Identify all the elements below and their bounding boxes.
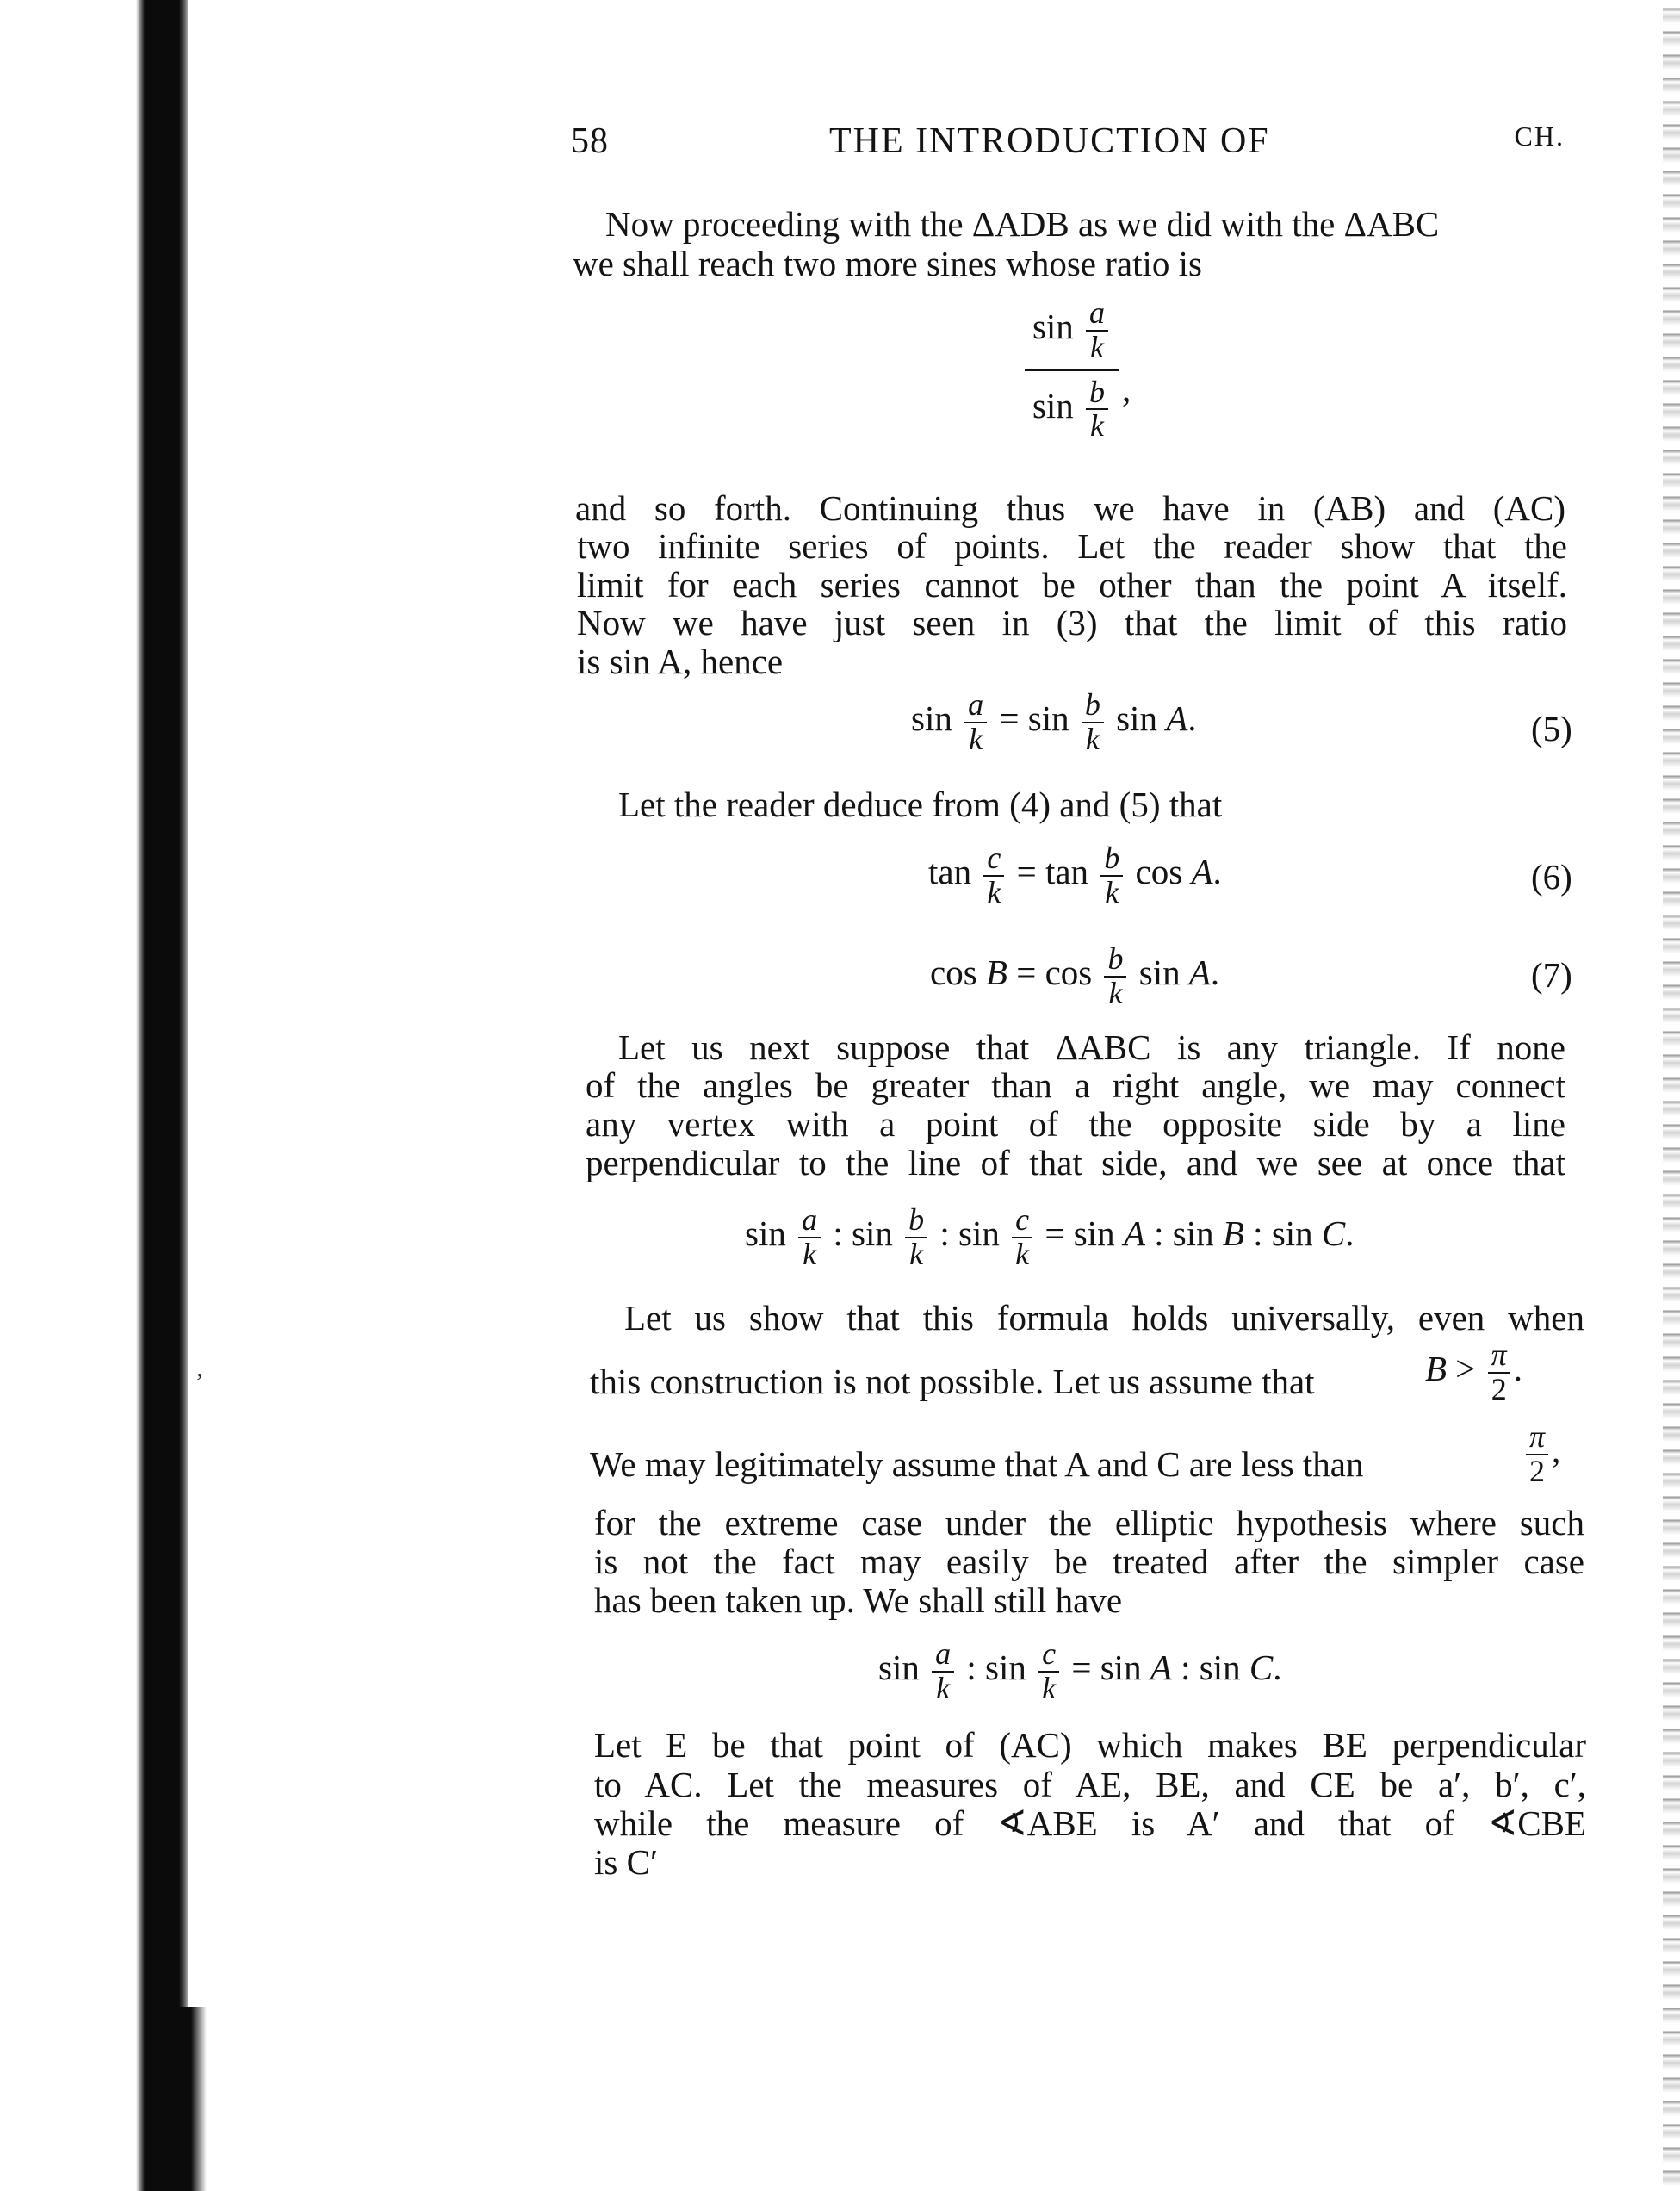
text-line: Now proceeding with the ΔADB as we did with the ΔABC xyxy=(605,204,1440,244)
running-title: THE INTRODUCTION OF xyxy=(829,121,1270,161)
text-line: Let us next suppose that ΔABC is any triangle. If none xyxy=(618,1027,1565,1067)
text-line: to AC. Let the measures of AE, BE, and CE be a′, b′, c′, xyxy=(594,1765,1586,1804)
text-line: Let us show that this formula holds universally, even when xyxy=(624,1298,1584,1338)
text-line: any vertex with a point of the opposite side by a line xyxy=(586,1104,1565,1144)
page-number: 58 xyxy=(571,121,609,161)
text-line: two infinite series of points. Let the reader show that the xyxy=(577,526,1567,566)
book-spine-shadow-lower xyxy=(172,2007,207,2191)
fraction-bar xyxy=(1025,369,1119,371)
text-line: we shall reach two more sines whose ratio is xyxy=(573,244,1202,283)
page-edge-shadow xyxy=(1663,0,1680,2191)
text-line: Let E be that point of (AC) which makes BE perpendicular xyxy=(594,1725,1586,1765)
text-line: of the angles be greater than a right angle, we may connect xyxy=(586,1065,1565,1105)
margin-mark: ’ xyxy=(195,1369,204,1396)
text-line: Let the reader deduce from (4) and (5) that xyxy=(618,785,1223,824)
book-spine-shadow xyxy=(0,0,188,2191)
page-header xyxy=(571,121,1565,172)
text-line: We may legitimately assume that A and C are less than xyxy=(590,1444,1364,1484)
equation-7: cos B = cos $\frac{b}{k}$ sin A. xyxy=(930,941,1220,1010)
equation-number: (7) xyxy=(1531,955,1572,995)
text-line: for the extreme case under the elliptic hypothesis where such xyxy=(594,1503,1584,1542)
text-line: while the measure of ∢ABE is A′ and that of ∢CBE xyxy=(594,1803,1586,1843)
sine-ratio-equation xyxy=(1025,297,1119,443)
law-of-sines-equation: sin $\frac{a}{k}$ : sin $\frac{b}{k}$ : sin $\frac{c}{k}$ = sin A : sin B : sin C. xyxy=(745,1202,1355,1271)
text-line: is C′ xyxy=(594,1842,658,1882)
text-line: has been taken up. We shall still have xyxy=(594,1580,1123,1620)
text-line: is not the fact may easily be treated after the simpler case xyxy=(594,1542,1584,1581)
assume-b-inequality: B > $\frac{\pi}{2}$ . xyxy=(1425,1338,1522,1406)
text-line: Now we have just seen in (3) that the limit of this ratio xyxy=(577,603,1567,642)
equation-6: tan $\frac{c}{k}$ = tan $\frac{b}{k}$ cos A. xyxy=(928,841,1222,909)
equation-number: (5) xyxy=(1531,709,1572,748)
ratio-numerator: sin $\frac{a}{k}$ xyxy=(1025,297,1119,364)
section-label: CH. xyxy=(1514,121,1565,152)
pi-over-two: $\frac{\pi}{2}$ , xyxy=(1522,1421,1560,1488)
text-line: limit for each series cannot be other than the point A itself. xyxy=(577,565,1567,605)
ratio-comma: , xyxy=(1122,369,1131,409)
equation-5: sin $\frac{a}{k}$ = sin $\frac{b}{k}$ sin A. xyxy=(911,687,1197,756)
text-line: is sin A, hence xyxy=(577,642,784,681)
ratio-denominator: sin $\frac{b}{k}$ xyxy=(1025,376,1119,444)
equation-number: (6) xyxy=(1531,857,1572,897)
two-ratio-equation: sin $\frac{a}{k}$ : sin $\frac{c}{k}$ = sin A : sin C. xyxy=(878,1636,1282,1705)
text-line: this construction is not possible. Let us assume that xyxy=(590,1362,1315,1401)
text-line: perpendicular to the line of that side, and we see at once that xyxy=(586,1143,1565,1182)
text-line: and so forth. Continuing thus we have in (AB) and (AC) xyxy=(575,488,1565,528)
